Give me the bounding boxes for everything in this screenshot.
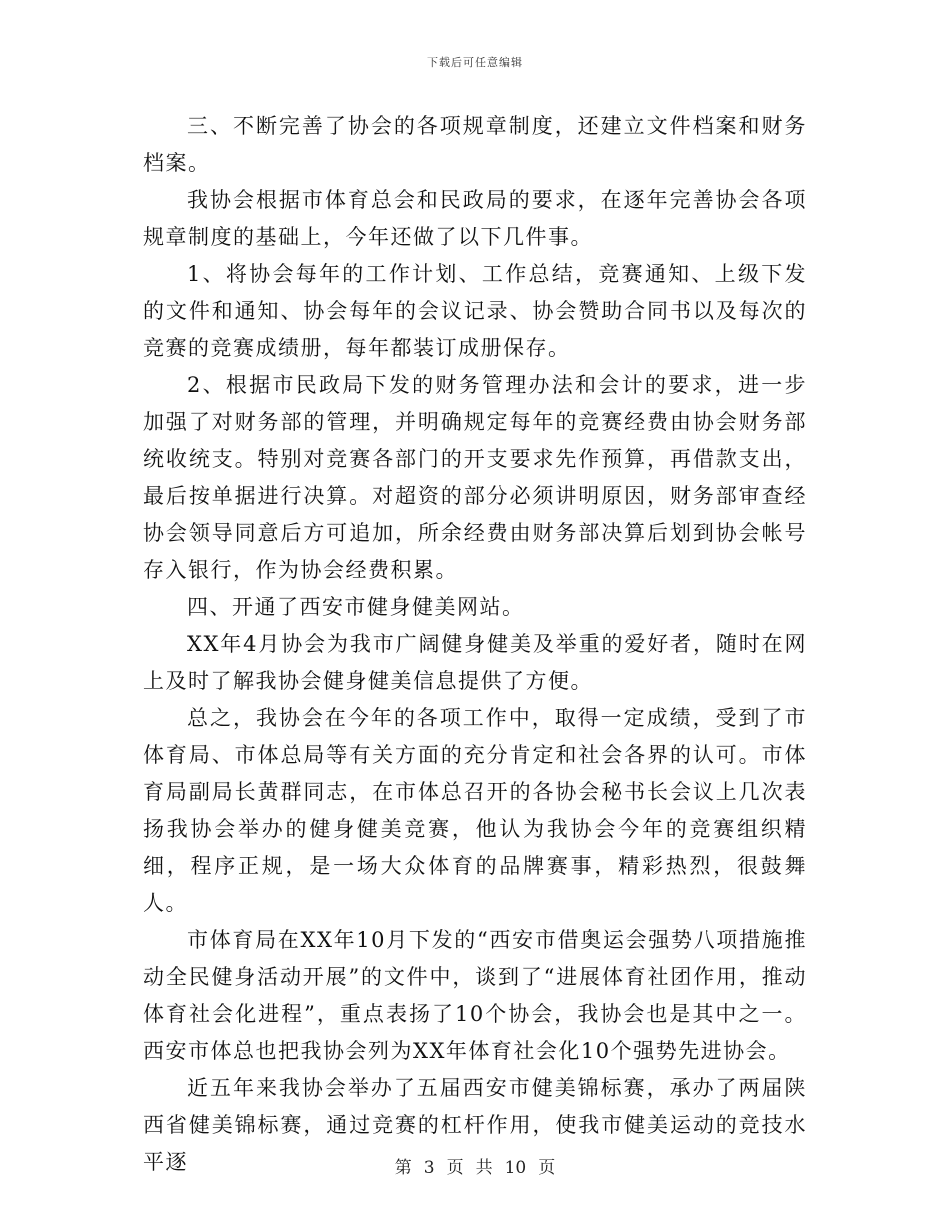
paragraph-section-four-heading: 四、开通了西安市健身健美网站。 (187, 595, 525, 619)
page-header: 下载后可任意编辑 (427, 56, 523, 69)
footer-page-word: 页 (446, 1158, 464, 1178)
paragraph-website: XX年4月协会为我市广阔健身健美及举重的爱好者，随时在网上及时了解我协会健身健美信息提供了方便。 (143, 632, 807, 693)
document-body (143, 108, 807, 1181)
paragraph-intro: 我协会根据市体育总会和民政局的要求，在逐年完善协会各项规章制度的基础上，今年还做了以下几件事。 (143, 188, 807, 249)
page-footer (0, 1153, 950, 1178)
footer-total-pages: 10 (504, 1158, 527, 1178)
paragraph-summary: 总之，我协会在今年的各项工作中，取得一定成绩，受到了市体育局、市体总局等有关方面的充分肯定和社会各界的认可。市体育局副局长黄群同志，在市体总召开的各协会秘书长会议上几次表扬我协会举办的健身健美竞赛，他认为我协会今年的竞赛组织精细，程序正规，是一场大众体育的品牌赛事，精彩热烈，很鼓舞人。 (143, 706, 807, 915)
footer-prefix: 第 (394, 1158, 412, 1178)
footer-suffix: 页 (538, 1158, 556, 1178)
paragraph-recognition: 市体育局在XX年10月下发的“西安市借奥运会强势八项措施推动全民健身活动开展”的文件中，谈到了“进展体育社团作用，推动体育社会化进程”，重点表扬了10个协会，我协会也是其中之一。西安市体总也把我协会列为XX年体育社会化10个强势先进协会。 (143, 928, 807, 1063)
footer-page-number: 3 (423, 1158, 435, 1178)
paragraph-item-2: 2、根据市民政局下发的财务管理办法和会计的要求，进一步加强了对财务部的管理，并明确规定每年的竞赛经费由协会财务部统收统支。特别对竞赛各部门的开支要求先作预算，再借款支出，最后按单据进行决算。对超资的部分必须讲明原因，财务部审查经协会领导同意后方可追加，所余经费由财务部决算后划到协会帐号存入银行，作为协会经费积累。 (143, 373, 807, 582)
paragraph-section-three-heading: 三、不断完善了协会的各项规章制度，还建立文件档案和财务档案。 (143, 114, 807, 175)
footer-total-word: 共 (475, 1158, 493, 1178)
paragraph-five-years: 近五年来我协会举办了五届西安市健美锦标赛，承办了两届陕西省健美锦标赛，通过竞赛的杠杆作用，使我市健美运动的竞技水平逐 (143, 1076, 807, 1174)
paragraph-item-1: 1、将协会每年的工作计划、工作总结，竞赛通知、上级下发的文件和通知、协会每年的会议记录、协会赞助合同书以及每次的竞赛的竞赛成绩册，每年都装订成册保存。 (143, 262, 807, 360)
